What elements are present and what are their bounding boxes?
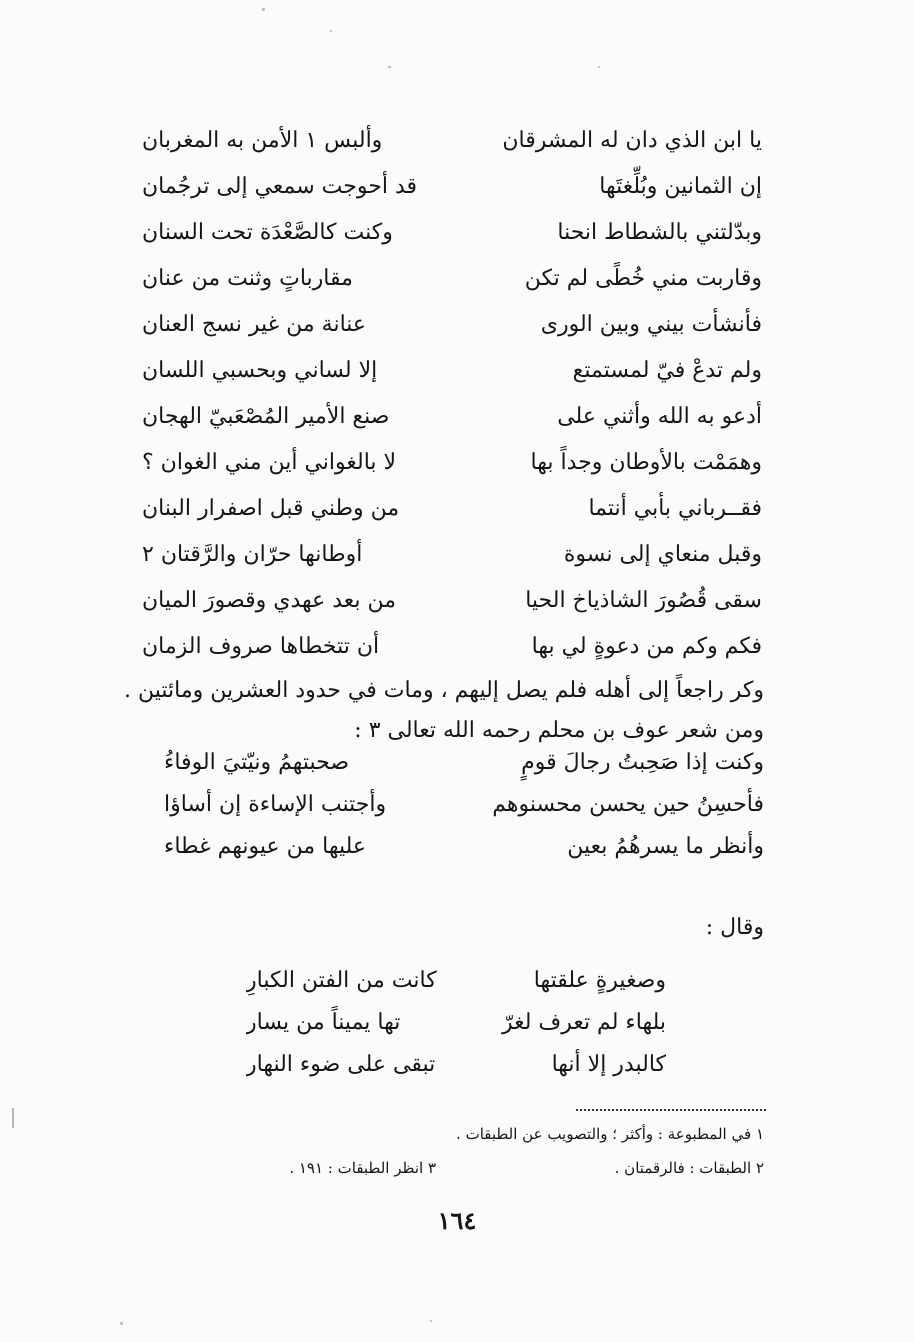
first-hemistich: فقــرباني بأبي أنتما [588, 496, 762, 521]
first-hemistich: فكم وكم من دعوةٍ لي بها [531, 634, 762, 659]
page-number: ١٦٤ [437, 1206, 477, 1235]
first-hemistich: وصغيرةٍ علقتها [533, 968, 666, 993]
verse-line [142, 624, 762, 670]
first-hemistich: ولم تدعْ فيّ لمستمتع [572, 358, 762, 383]
scan-speck [120, 1322, 123, 1325]
first-hemistich: كالبدر إلا أنها [551, 1052, 666, 1077]
verse-line [246, 1002, 666, 1044]
verse-line [142, 440, 762, 486]
poem-block-3 [246, 960, 666, 1086]
first-hemistich: سقى قُصُورَ الشاذياخ الحيا [525, 588, 762, 613]
scan-speck [388, 66, 391, 68]
first-hemistich: وقاربت مني خُطًى لم تكن [524, 266, 762, 291]
first-hemistich: وقبل منعاي إلى نسوة [563, 542, 762, 567]
first-hemistich: بلهاء لم تعرف لغرّ [501, 1010, 666, 1035]
second-hemistich: من بعد عهدي وقصورَ الميان [142, 588, 397, 613]
verse-line [142, 118, 762, 164]
verse-line [142, 578, 762, 624]
verse-line [142, 486, 762, 532]
verse-line [246, 1044, 666, 1086]
footnote-3: ٣ انظر الطبقات : ١٩١ . [289, 1159, 436, 1177]
first-hemistich: وبدّلتني بالشطاط انحنا [557, 220, 762, 245]
second-hemistich: أن تتخطاها صروف الزمان [142, 634, 380, 659]
verse-line [164, 826, 764, 868]
second-hemistich: تبقى على ضوء النهار [246, 1052, 436, 1077]
verse-line [142, 302, 762, 348]
first-hemistich: فأحسِنُ حين يحسن محسنوهم [492, 792, 764, 817]
first-hemistich: إن الثمانين وبُلِّغتَها [599, 174, 762, 199]
poem-block-1 [142, 118, 762, 670]
verse-line [164, 784, 764, 826]
first-hemistich: يا ابن الذي دان له المشرقان [502, 128, 762, 153]
prose-said-line: وقال : [705, 915, 764, 940]
second-hemistich: صحبتهمُ ونيّتيَ الوفاءُ [164, 750, 350, 775]
second-hemistich: تها يميناً من يسار [246, 1010, 401, 1035]
footnote-divider [576, 1109, 766, 1111]
prose-paragraph: وكر راجعاً إلى أهله فلم يصل إليهم ، ومات في حدود العشرين ومائتين . [124, 678, 764, 703]
scan-speck [598, 66, 600, 68]
verse-line [142, 348, 762, 394]
verse-line [142, 532, 762, 578]
second-hemistich: عليها من عيونهم غطاء [164, 834, 367, 859]
second-hemistich: مقارباتٍ وثنت من عنان [142, 266, 353, 291]
first-hemistich: وهمَمْت بالأوطان وجداً بها [530, 450, 762, 475]
second-hemistich: وكنت كالصَّعْدَة تحت السنان [142, 220, 393, 245]
scan-speck [330, 30, 332, 32]
verse-line [246, 960, 666, 1002]
verse-line [142, 164, 762, 210]
prose-intro-line: ومن شعر عوف بن محلم رحمه الله تعالى ٣ : [354, 718, 764, 743]
scan-speck [12, 1108, 14, 1128]
scan-speck [262, 8, 265, 11]
footnote-2: ٢ الطبقات : فالرقمتان . [614, 1159, 764, 1177]
poem-block-2 [164, 742, 764, 868]
first-hemistich: أدعو به الله وأثني على [557, 404, 762, 429]
second-hemistich: لا بالغواني أين مني الغوان ؟ [142, 450, 397, 475]
second-hemistich: صنع الأمير المُصْعَبيّ الهجان [142, 404, 390, 429]
second-hemistich: من وطني قبل اصفرار البنان [142, 496, 400, 521]
scan-speck [430, 1320, 432, 1322]
verse-line [142, 394, 762, 440]
second-hemistich: وألبس ١ الأمن به المغربان [142, 128, 383, 153]
verse-line [142, 210, 762, 256]
second-hemistich: وأجتنب الإساءة إن أساؤا [164, 792, 387, 817]
second-hemistich: كانت من الفتن الكبارِ [246, 968, 437, 993]
verse-line [142, 256, 762, 302]
second-hemistich: إلا لساني وبحسبي اللسان [142, 358, 378, 383]
second-hemistich: أوطانها حرّان والرَّقتان ٢ [142, 542, 363, 567]
verse-line [164, 742, 764, 784]
first-hemistich: وأنظر ما يسرهُمُ بعين [567, 834, 764, 859]
footnote-1: ١ في المطبوعة : وأكثر ؛ والتصويب عن الطبقات . [456, 1125, 764, 1143]
first-hemistich: وكنت إذا صَحِبتُ رجالَ قومٍ [521, 750, 764, 775]
second-hemistich: قد أحوجت سمعي إلى ترجُمان [142, 174, 418, 199]
first-hemistich: فأنشأت بيني وبين الورى [540, 312, 762, 337]
second-hemistich: عنانة من غير نسج العنان [142, 312, 367, 337]
